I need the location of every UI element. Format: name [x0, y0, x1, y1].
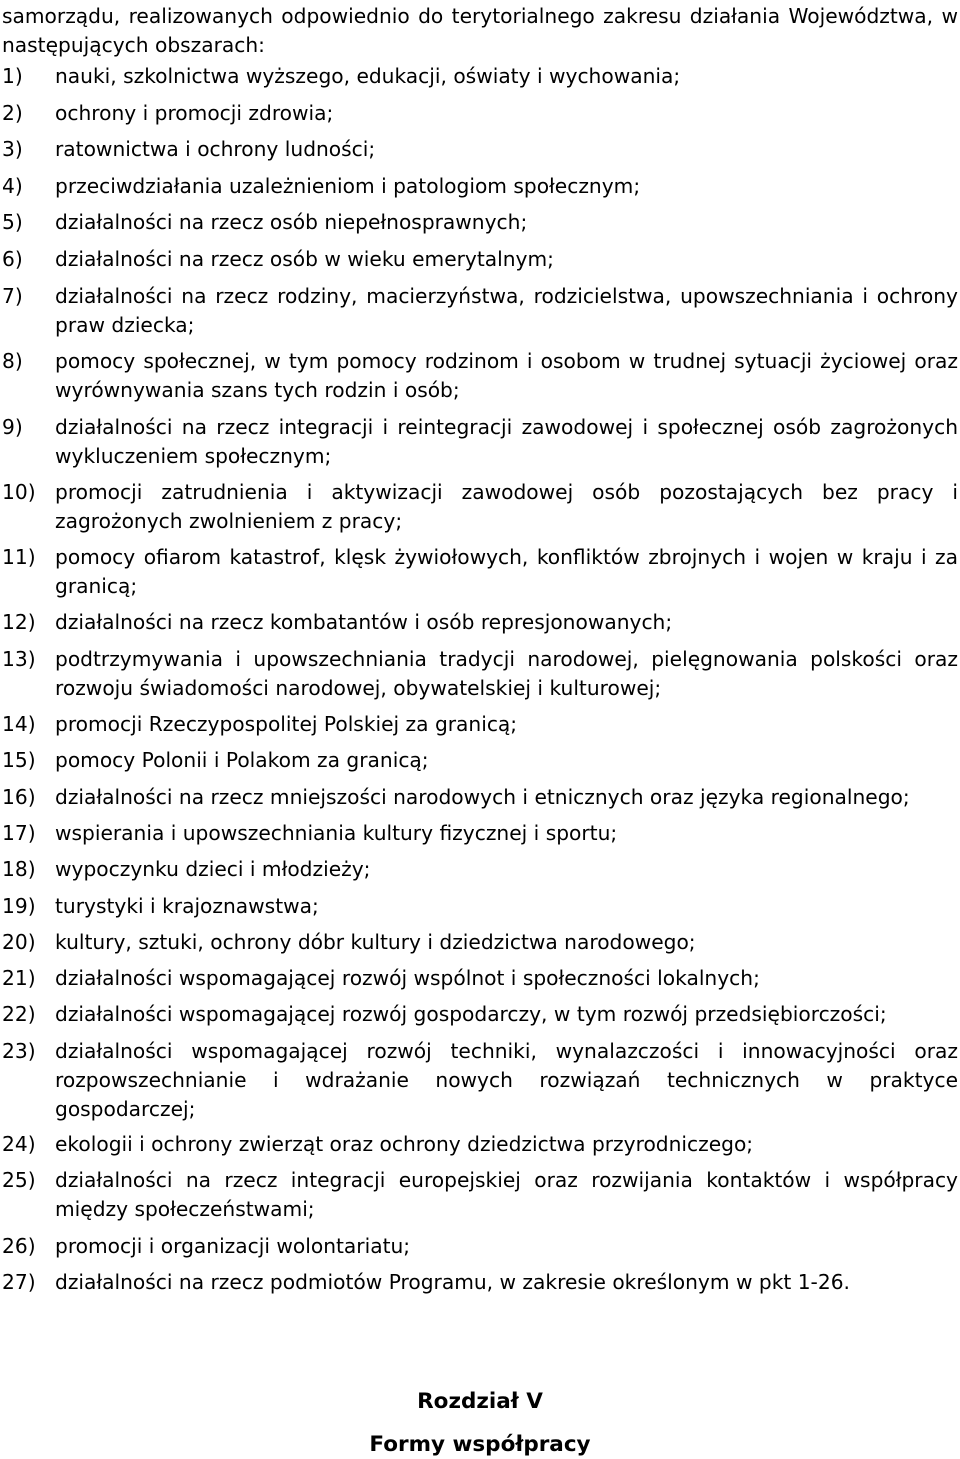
item-text: działalności na rzecz integracji europejskiej oraz rozwijania kontaktów i współpracy między społeczeństwami;: [55, 1168, 958, 1221]
list-item: [2, 892, 958, 921]
list-item: [2, 1130, 958, 1159]
item-number: 8): [2, 349, 23, 373]
item-number: 3): [2, 137, 23, 161]
list-item: [2, 208, 958, 237]
chapter-title: Rozdział V: [417, 1389, 543, 1414]
list-item: [2, 172, 958, 201]
item-number: 24): [2, 1132, 36, 1156]
list-item: [2, 710, 958, 739]
item-number: 17): [2, 821, 36, 845]
item-text: ekologii i ochrony zwierząt oraz ochrony dziedzictwa przyrodniczego;: [55, 1132, 754, 1156]
list-item: [2, 1037, 958, 1124]
item-number: 26): [2, 1234, 36, 1258]
item-number: 2): [2, 101, 23, 125]
list-item: [2, 964, 958, 993]
item-text: nauki, szkolnictwa wyższego, edukacji, oświaty i wychowania;: [55, 64, 681, 88]
list-item: [2, 928, 958, 957]
item-number: 12): [2, 610, 36, 634]
item-number: 4): [2, 174, 23, 198]
list-item: [2, 855, 958, 884]
chapter-subtitle: Formy współpracy: [369, 1432, 591, 1457]
item-number: 19): [2, 894, 36, 918]
item-text: działalności na rzecz rodziny, macierzyństwa, rodzicielstwa, upowszechniania i ochrony praw dziecka;: [55, 284, 958, 337]
item-text: pomocy ofiarom katastrof, klęsk żywiołowych, konfliktów zbrojnych i wojen w kraju i za granicą;: [55, 545, 958, 598]
item-number: 22): [2, 1002, 36, 1026]
list-item: [2, 783, 958, 812]
list-item: [2, 608, 958, 637]
list-item: [2, 478, 958, 536]
item-number: 23): [2, 1039, 36, 1063]
item-text: działalności na rzecz integracji i reintegracji zawodowej i społecznej osób zagrożonych wykluczeniem społecznym;: [55, 415, 958, 468]
item-text: pomocy społecznej, w tym pomocy rodzinom i osobom w trudnej sytuacji życiowej oraz wyrównywania szans tych rodzin i osób;: [55, 349, 958, 402]
item-number: 25): [2, 1168, 36, 1192]
item-text: turystyki i krajoznawstwa;: [55, 894, 319, 918]
item-number: 1): [2, 64, 23, 88]
item-text: wspierania i upowszechniania kultury fizycznej i sportu;: [55, 821, 618, 845]
item-number: 27): [2, 1270, 36, 1294]
item-text: ochrony i promocji zdrowia;: [55, 101, 334, 125]
item-number: 16): [2, 785, 36, 809]
list-item: [2, 1166, 958, 1224]
item-text: ratownictwa i ochrony ludności;: [55, 137, 376, 161]
item-text: wypoczynku dzieci i młodzieży;: [55, 857, 371, 881]
item-text: działalności wspomagającej rozwój wspólnot i społeczności lokalnych;: [55, 966, 760, 990]
item-number: 7): [2, 284, 23, 308]
item-number: 14): [2, 712, 36, 736]
item-number: 15): [2, 748, 36, 772]
item-text: podtrzymywania i upowszechniania tradycji narodowej, pielęgnowania polskości oraz rozwoju świadomości narodowej, obywatelskiej i kulturowej;: [55, 647, 958, 700]
item-text: działalności na rzecz kombatantów i osób represjonowanych;: [55, 610, 673, 634]
list-item: [2, 347, 958, 405]
item-number: 11): [2, 545, 36, 569]
item-number: 6): [2, 247, 23, 271]
list-item: [2, 645, 958, 703]
item-text: działalności wspomagającej rozwój gospodarczy, w tym rozwój przedsiębiorczości;: [55, 1002, 887, 1026]
item-text: działalności na rzecz osób niepełnosprawnych;: [55, 210, 528, 234]
item-number: 10): [2, 480, 36, 504]
list-item: [2, 543, 958, 601]
intro-paragraph: samorządu, realizowanych odpowiednio do terytorialnego zakresu działania Województwa, w następujących obszarach:: [2, 4, 958, 57]
item-text: działalności wspomagającej rozwój techniki, wynalazczości i innowacyjności oraz rozpowszechnianie i wdrażanie nowych rozwiązań technicznych w praktyce gospodarczej;: [55, 1039, 958, 1121]
list-item: [2, 413, 958, 471]
list-item: [2, 245, 958, 274]
item-text: działalności na rzecz osób w wieku emerytalnym;: [55, 247, 554, 271]
item-number: 18): [2, 857, 36, 881]
item-number: 13): [2, 647, 36, 671]
item-text: promocji Rzeczypospolitej Polskiej za granicą;: [55, 712, 518, 736]
item-number: 5): [2, 210, 23, 234]
list-item: [2, 282, 958, 340]
item-text: promocji i organizacji wolontariatu;: [55, 1234, 411, 1258]
list-item: [2, 1000, 958, 1029]
item-number: 21): [2, 966, 36, 990]
list-item: [2, 135, 958, 164]
item-number: 20): [2, 930, 36, 954]
list-item: [2, 746, 958, 775]
list-item: [2, 99, 958, 128]
item-text: działalności na rzecz podmiotów Programu, w zakresie określonym w pkt 1-26.: [55, 1270, 850, 1294]
item-text: działalności na rzecz mniejszości narodowych i etnicznych oraz języka regionalnego;: [55, 785, 910, 809]
item-text: kultury, sztuki, ochrony dóbr kultury i dziedzictwa narodowego;: [55, 930, 696, 954]
list-item: [2, 1268, 958, 1297]
item-number: 9): [2, 415, 23, 439]
list-item: [2, 62, 958, 91]
item-text: przeciwdziałania uzależnieniom i patologiom społecznym;: [55, 174, 641, 198]
list-item: [2, 819, 958, 848]
list-item: [2, 1232, 958, 1261]
item-text: pomocy Polonii i Polakom za granicą;: [55, 748, 429, 772]
item-text: promocji zatrudnienia i aktywizacji zawodowej osób pozostających bez pracy i zagrożonych zwolnieniem z pracy;: [55, 480, 958, 533]
